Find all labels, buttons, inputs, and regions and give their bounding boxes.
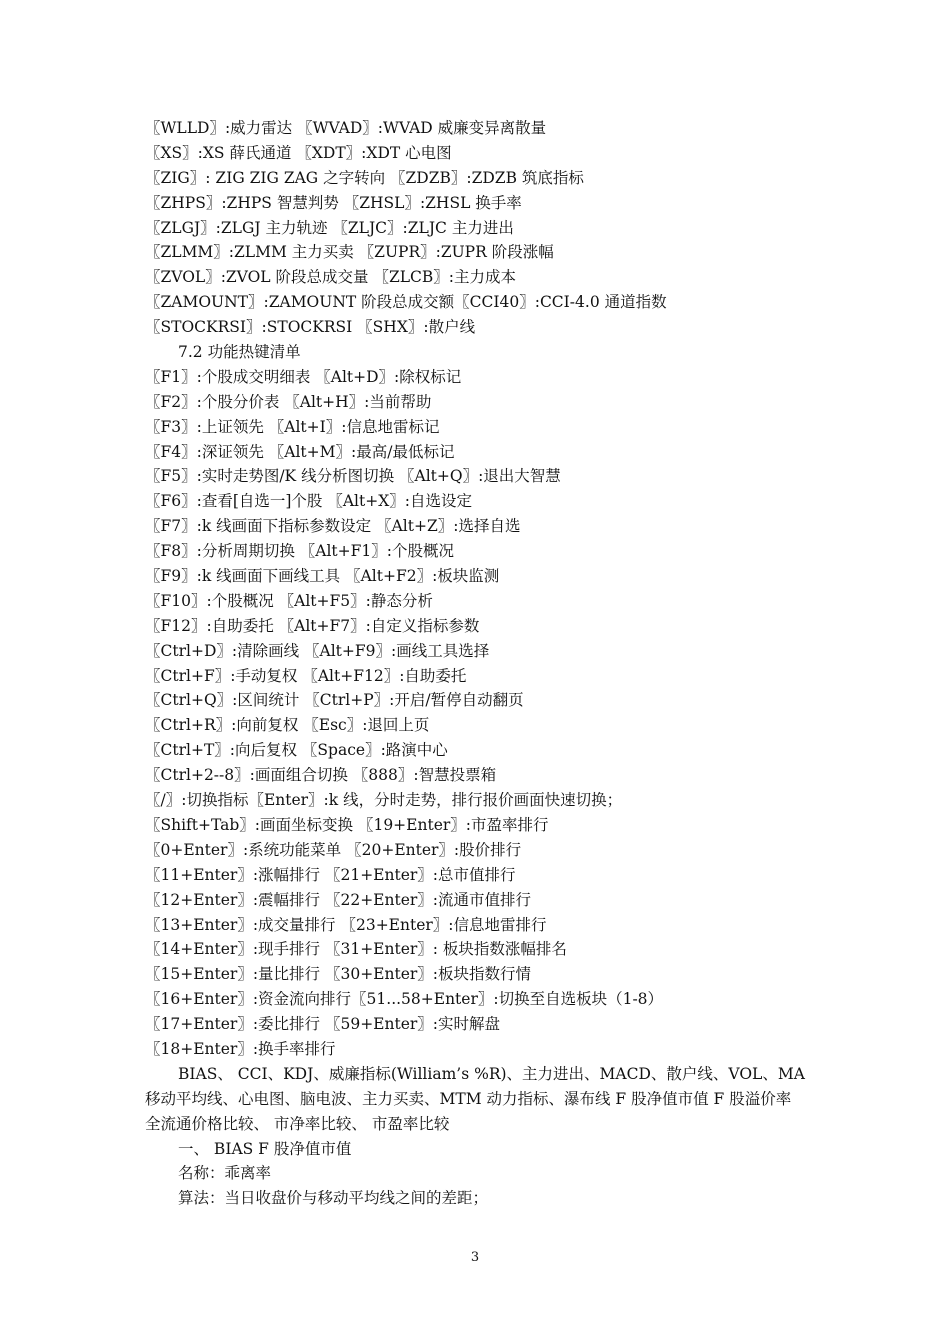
text-line: 〖STOCKRSI〗:STOCKRSI 〖SHX〗:散户线 bbox=[145, 318, 476, 337]
indicator-name: 名称：乖离率 bbox=[178, 1164, 272, 1183]
text-line: 〖ZLMM〗:ZLMM 主力买卖 〖ZUPR〗:ZUPR 阶段涨幅 bbox=[145, 243, 554, 262]
text-line: 〖F8〗:分析周期切换 〖Alt+F1〗:个股概况 bbox=[145, 542, 454, 561]
text-line: 〖F4〗:深证领先 〖Alt+M〗:最高/最低标记 bbox=[145, 442, 455, 461]
text-line: 〖17+Enter〗:委比排行 〖59+Enter〗:实时解盘 bbox=[145, 1015, 501, 1034]
text-line: 〖Ctrl+R〗:向前复权 〖Esc〗:退回上页 bbox=[145, 716, 430, 735]
text-line: 〖F3〗:上证领先 〖Alt+I〗:信息地雷标记 bbox=[145, 417, 440, 436]
text-line: 〖Ctrl+F〗:手动复权 〖Alt+F12〗:自助委托 bbox=[145, 666, 467, 685]
text-line: 〖Ctrl+D〗:清除画线 〖Alt+F9〗:画线工具选择 bbox=[145, 641, 490, 660]
text-line: 〖Ctrl+T〗:向后复权 〖Space〗:路演中心 bbox=[145, 741, 448, 760]
text-line: 〖ZLGJ〗:ZLGJ 主力轨迹 〖ZLJC〗:ZLJC 主力进出 bbox=[145, 218, 514, 237]
text-line: 〖WLLD〗:威力雷达 〖WVAD〗:WVAD 威廉变异离散量 bbox=[145, 119, 547, 137]
section-heading-bias: 一、 BIAS F 股净值市值 bbox=[178, 1139, 352, 1158]
text-line: 〖Ctrl+2--8〗:画面组合切换 〖888〗:智慧投票箱 bbox=[145, 766, 497, 785]
indicator-algorithm: 算法：当日收盘价与移动平均线之间的差距； bbox=[178, 1189, 489, 1208]
text-line: 〖F9〗:k 线画面下画线工具 〖Alt+F2〗:板块监测 bbox=[145, 567, 500, 586]
page-number: 3 bbox=[470, 1250, 480, 1265]
text-line: 〖ZIG〗: ZIG ZIG ZAG 之字转向 〖ZDZB〗:ZDZB 筑底指标 bbox=[145, 168, 584, 187]
text-line: 〖12+Enter〗:震幅排行 〖22+Enter〗:流通市值排行 bbox=[145, 890, 532, 909]
text-line: 〖F7〗:k 线画面下指标参数设定 〖Alt+Z〗:选择自选 bbox=[145, 517, 521, 536]
text-line: 〖13+Enter〗:成交量排行 〖23+Enter〗:信息地雷排行 bbox=[145, 915, 547, 934]
text-line: 〖11+Enter〗:涨幅排行 〖21+Enter〗:总市值排行 bbox=[145, 865, 516, 884]
text-line: 〖Ctrl+Q〗:区间统计 〖Ctrl+P〗:开启/暂停自动翻页 bbox=[145, 691, 524, 710]
text-line: 〖F6〗:查看[自选一]个股 〖Alt+X〗:自选设定 bbox=[145, 492, 472, 511]
text-line: 〖F5〗:实时走势图/K 线分析图切换 〖Alt+Q〗:退出大智慧 bbox=[145, 467, 561, 486]
text-line: 〖Shift+Tab〗:画面坐标变换 〖19+Enter〗:市盈率排行 bbox=[145, 815, 549, 834]
text-line: 〖15+Enter〗:量比排行 〖30+Enter〗:板块指数行情 bbox=[145, 965, 532, 984]
text-line: 〖F10〗:个股概况 〖Alt+F5〗:静态分析 bbox=[145, 591, 433, 610]
text-line: 〖ZVOL〗:ZVOL 阶段总成交量 〖ZLCB〗:主力成本 bbox=[145, 268, 516, 287]
text-line: 〖18+Enter〗:换手率排行 bbox=[145, 1039, 336, 1058]
text-line: 〖ZAMOUNT〗:ZAMOUNT 阶段总成交额〖CCI40〗:CCI-4.0 通道指数 bbox=[145, 293, 667, 312]
text-line: 〖/〗:切换指标〖Enter〗:k 线，分时走势，排行报价画面快速切换； bbox=[145, 791, 623, 810]
text-line: 〖0+Enter〗:系统功能菜单 〖20+Enter〗:股价排行 bbox=[145, 840, 522, 859]
text-line: 〖F2〗:个股分价表 〖Alt+H〗:当前帮助 bbox=[145, 392, 432, 411]
text-line: 〖F12〗:自助委托 〖Alt+F7〗:自定义指标参数 bbox=[145, 616, 480, 635]
page-content bbox=[145, 116, 825, 1211]
section-heading-hotkeys: 7.2 功能热键清单 bbox=[178, 343, 301, 362]
text-line: 〖XS〗:XS 薛氏通道 〖XDT〗:XDT 心电图 bbox=[145, 143, 452, 162]
text-line: 〖16+Enter〗:资金流向排行〖51...58+Enter〗:切换至自选板块（1-8） bbox=[145, 990, 664, 1009]
text-line: 〖ZHPS〗:ZHPS 智慧判势 〖ZHSL〗:ZHSL 换手率 bbox=[145, 193, 522, 212]
text-line: 〖14+Enter〗:现手排行 〖31+Enter〗: 板块指数涨幅排名 bbox=[145, 940, 567, 959]
text-line: 〖F1〗:个股成交明细表 〖Alt+D〗:除权标记 bbox=[145, 367, 462, 386]
indicator-list-paragraph: BIAS、 CCI、KDJ、威廉指标(William’s %R)、主力进出、MACD、散户线、VOL、MA 移动平均线、心电图、脑电波、主力买卖、MTM 动力指标、瀑布线 F 股净值市值 F 股溢价率 全流通价格比较、 市净率比较、 市盈率比较 bbox=[145, 1064, 805, 1133]
